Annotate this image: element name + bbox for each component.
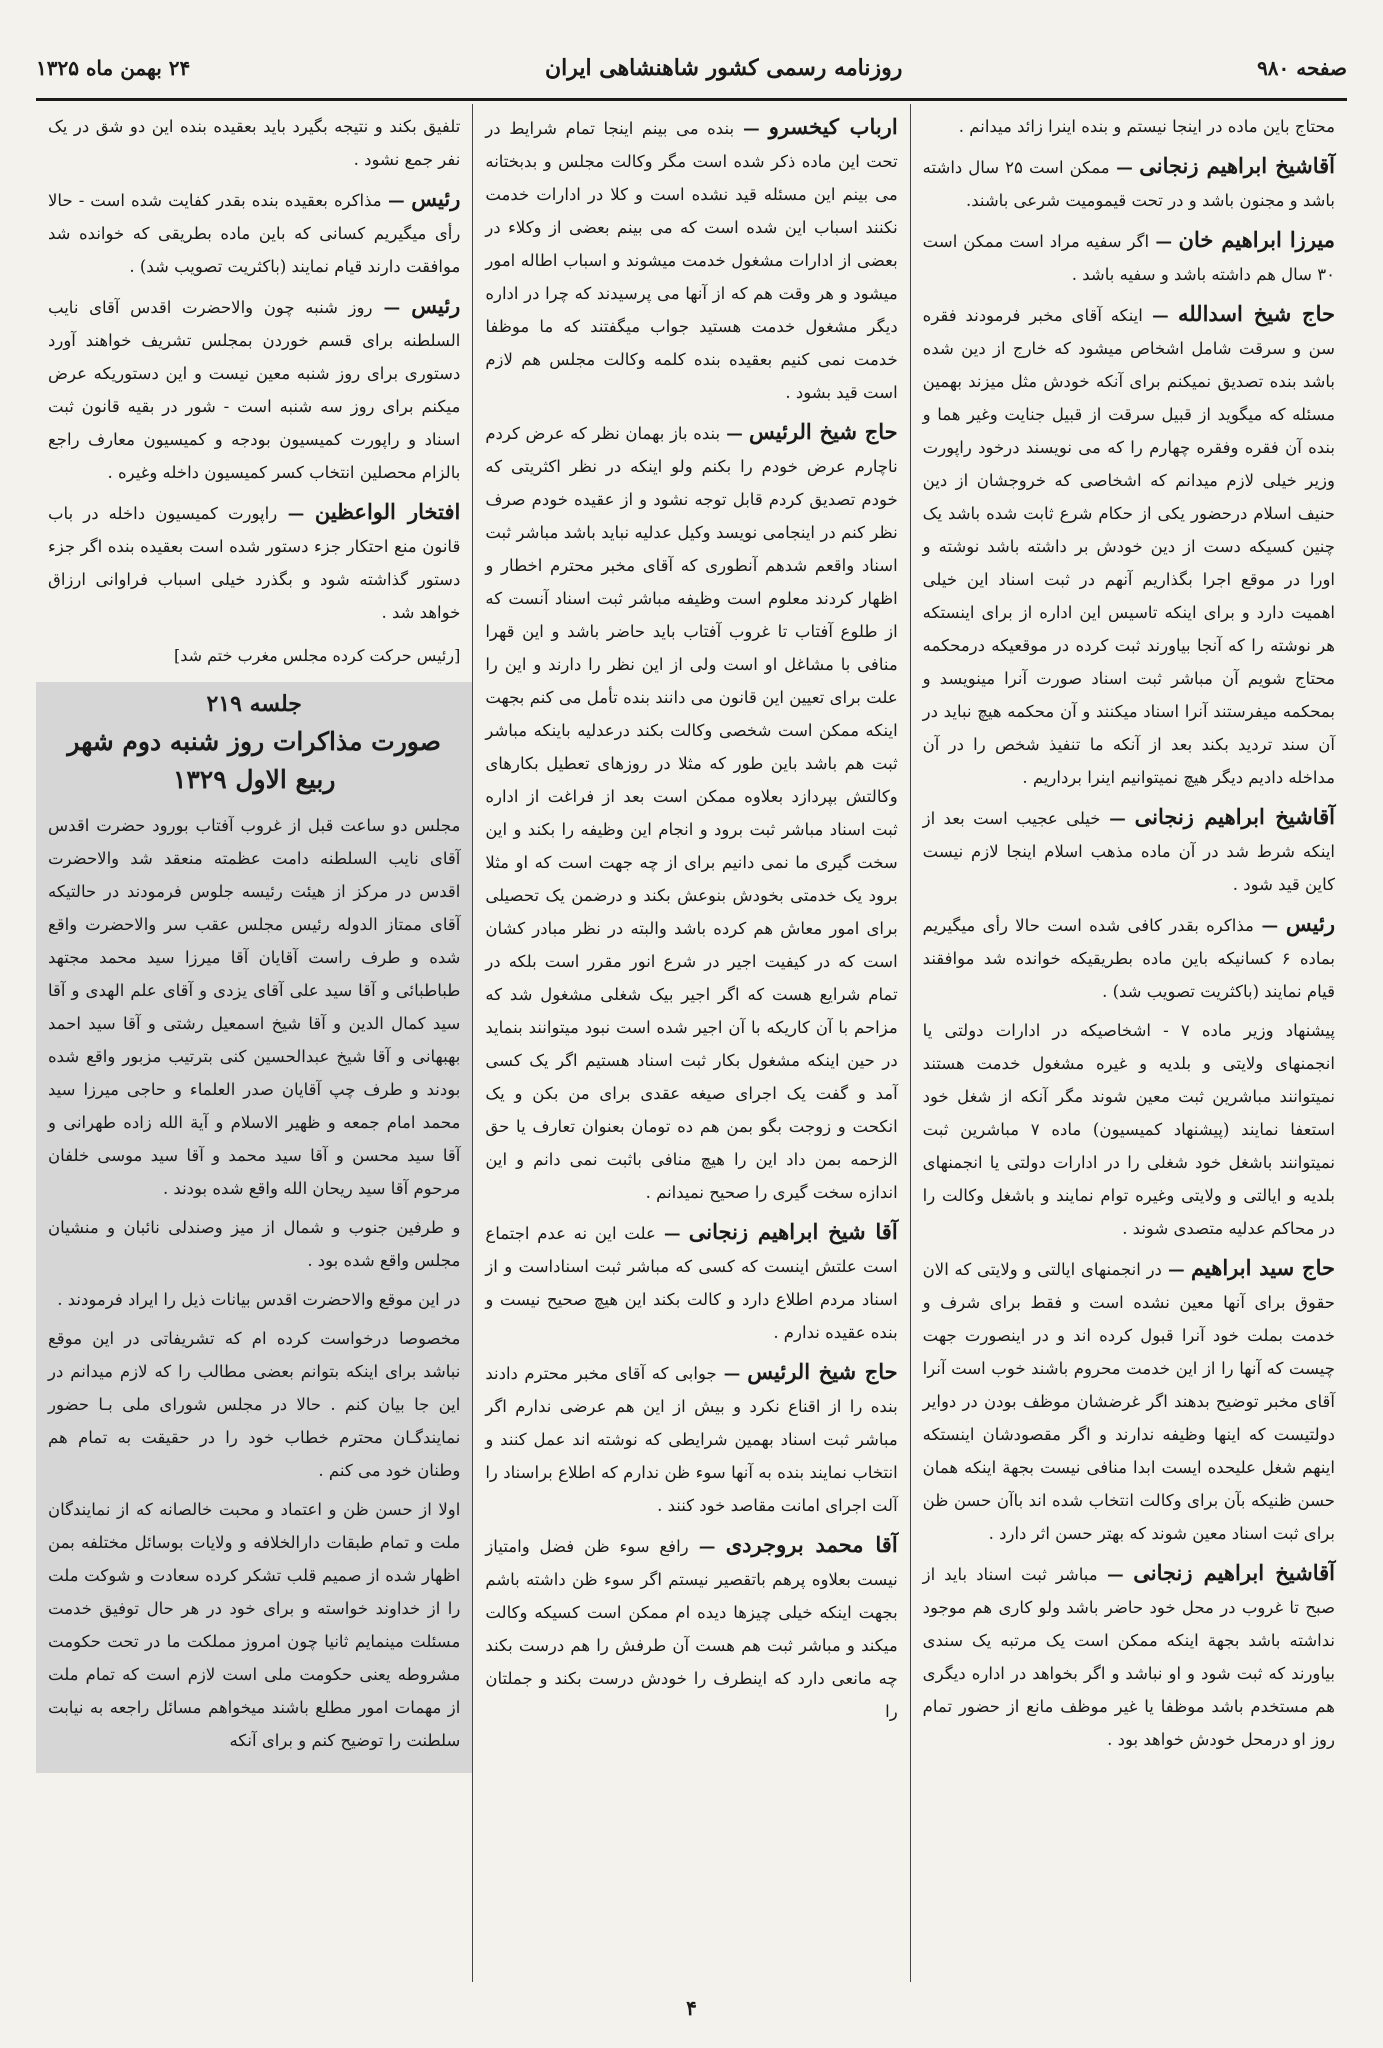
paragraph: رئیس — مذاکره بعقیده بنده بقدر کفایت شده است - حالا رأی میگیریم کسانی که باین ماده بطریقی که خوانده شد موافقت دارند قیام نمایند (باکثریت تصویب شد) . (48, 186, 461, 276)
paragraph: حاج شیخ اسدالله — اینکه آقای مخبر فرمودند فقره سن و سرقت شامل اشخاص میشود که خارج از دین شده باشد بنده تصدیق نمیکنم برای آنکه خودش مثل میزند بهمین مسئله که میگوید از قبیل سرقت از قبیل جنایت وغیر هما و بنده آن فقره وفقره چهارم را که می نویسند درخود راپورت وزیر خیلی لازم میدانم که اشخاصی که خروجشان از دین حنیف اسلام درحضور یکی از حکام شرع ثابت شده باشد یک چنین کسیکه دست از دین خودش بر داشته باشد نوشته و اورا در موقع اجرا بگذاریم آنهم در ثبت اسناد این خیلی اهمیت دارد و برای اینکه تاسیس این اداره از برای اینستکه هر نوشته را که آنجا بیاورند ثبت کرده در موقعیکه درمحکمه محتاج شویم آن مباشر ثبت اسناد صورت آنرا مینویسد و بمحکمه میفرستند آنرا اسناد میکنند و آن محکمه هیچ نباید در آن سند تردید بکند بعد از آنکه ما تنفیذ شخص را در آن مداخله دادیم دیگر هیچ نمیتوانیم اینرا برداریم . (922, 301, 1335, 787)
columns (36, 104, 1347, 1982)
session-body (48, 809, 460, 1757)
paragraph: رئیس — مذاکره بقدر کافی شده است حالا رأی میگیریم بماده ۶ کسانیکه باین ماده بطریقیکه خوانده شد موافقند قیام نمایند (باکثریت تصویب شد) . (922, 911, 1335, 1001)
paragraph: آقا محمد بروجردی — رافع سوء ظن فضل وامتیاز نیست بعلاوه پرهم باتقصیر نیستم اگر سوء ظن داشته باشم بجهت اینکه خیلی چیزها دیده ام ممکن است کسیکه وکالت میکند و مباشر ثبت هم هست آن طرفش را هم درست بکند چه مانعی دارد که اینطرف را خودش درست بکند و جملتان را (485, 1532, 898, 1721)
paragraph: ارباب کیخسرو — بنده می بینم اینجا تمام شرایط در تحت این ماده ذکر شده است مگر وکالت مجلس و بدبختانه می بینم این مسئله قید نشده است و کلا در ادارات خدمت نکنند اسباب این شده است که می بینم بعضی از وکلاء در بعضی از ادارات مشغول خدمت میشوند و اسباب اطاله امور میشود و هر وقت هم که از آنها می پرسیدند که چرا در اداره دیگر مشغول خدمت هستید جواب میگفتند که ما موظفا خدمت نمی کنیم بعقیده بنده کلمه وکالت مجلس هم لازم است قید بشود . (485, 114, 898, 402)
session-title: صورت مذاکرات روز شنبه دوم شهر ربیع الاول ۱۳۲۹ (67, 727, 441, 794)
paragraph: آقاشیخ ابراهیم زنجانی — ممکن است ۲۵ سال داشته باشد و مجنون باشد و در تحت قیمومیت شرعی باشند. (922, 153, 1335, 210)
paragraph: میرزا ابراهیم خان — اگر سفیه مراد است ممکن است ۳۰ سال هم داشته باشد و سفیه باشد . (922, 227, 1335, 284)
paragraph: آقاشیخ ابراهیم زنجانی — خیلی عجیب است بعد از اینکه شرط شد در آن ماده مذهب اسلام اینجا لازم نیست کاین قید شود . (922, 804, 1335, 894)
speaker-name: رئیس (1285, 911, 1335, 936)
paragraph: آقاشیخ ابراهیم زنجانی — مباشر ثبت اسناد باید از صبح تا غروب در محل خود حاضر باشد ولو کاری هم موجود نداشته باشد بجهة اینکه ممکن است یک مرتبه یک سندی بیاورند که ثبت شود و او نباشد و اگر بخواهد در اداره دیگری هم مستخدم باشد موظفا یا غیر موظف مانع از حضور تمام روز او درمحل خودش خواهد بود . (922, 1560, 1335, 1749)
speaker-name: آقاشیخ ابراهیم زنجانی (1133, 1560, 1335, 1585)
paragraph-text: در انجمنهای ایالتی و ولایتی که الان حقوق برای آنها معین نشده است و فقط برای شرف و خدمت بملت خود آنرا قبول کرده اند و در اینصورت جهت چیست که آنها را از این خدمت محروم باشند خوب است آنرا آقای مخبر توضیح بدهند اگر غرضشان موظف بودن در دوایر دولتیست که اینها وظیفه ندارند و اگر مقصودشان اینستکه اینهم شغل علیحده ایست ابدا منافی نیست بجهة اینکه همان حسن ظنیکه بآن برای وکالت انتخاب شده اند باآن حسن ظن برای ثبت اسناد معین شوند که بهتر حسن اثر دارد . (922, 1260, 1335, 1543)
session-paragraph: در این موقع والاحضرت اقدس بیانات ذیل را ایراد فرمودند . (57, 1290, 461, 1309)
speaker-name: رئیس (411, 186, 461, 211)
session-paragraph: مخصوصا درخواست کرده ام که تشریفاتی در این موقع نباشد برای اینکه بتوانم بعضی مطالب را که لازم میدانم در این جا بیان کنم . حالا در مجلس شورای ملی بـا حضور نمایندگـان محترم خطاب خود را در حقیقت به تمام هم وطنان خود می کنم . (48, 1329, 461, 1480)
page-number: ۴ (686, 1996, 697, 2020)
paragraph-text: مباشر ثبت اسناد باید از صبح تا غروب در محل خود حاضر باشد ولو کاری هم موجود نداشته باشد بجهة اینکه ممکن است یک مرتبه یک سندی بیاورند که ثبت شود و او نباشد و اگر بخواهد در اداره دیگری هم مستخدم باشد موظفا یا غیر موظف مانع از حضور تمام روز او درمحل خودش خواهد بود . (922, 1565, 1335, 1749)
paragraph: حاج شیخ الرئیس — بنده باز بهمان نظر که عرض کردم ناچارم عرض خودم را بکنم ولو اینکه در نظر اکثریتی که خودم تصدیق کردم قابل توجه نشود و از عقیده خودم صرف نظر کنم در اینجامی نویسد وکیل عدلیه نباید باشد مباشر ثبت اسناد واقعم شدهم آنطوری که آقای مخبر محترم اخطار و اظهار کردند معلوم است وظیفه مباشر ثبت اسناد آنست که از طلوع آفتاب تا غروب آفتاب باید حاضر باشد و این قهرا منافی با مشاغل او است ولی از این نظر را دارند و این را علت برای تعیین این قانون می دانند بنده تأمل می کنم بجهت اینکه ممکن است شخصی وکالت بکند درعدلیه باینکه مباشر ثبت هم باشد باین طور که مثلا در روزهای تعطیل بکارهای وکالتش بپردازد بعلاوه ممکن است بعد از فراغت از اداره ثبت اسناد مباشر ثبت برود و انجام این وظیفه را بکند و این سخت گیری ما نمی دانیم برای از چه جهت است که او مثلا برود یک خدمتی بخودش بنوعش بکند و درضمن یک تحصیلی برای امور معاش هم کرده باشد والبته در نظر مبادر کشان است که در کیفیت اجیر در شرع انور مقرر است بلکه در تمام شرایع هست که اگر اجیر بیک شغلی مشغول شد که مزاحم با آن کاریکه با آن اجیر شده است نبود میتوانند بنماید در حین اینکه مشغول بکار ثبت اسناد هستیم اگر یک کسی آمد و گفت یک اجرای صیغه عقدی برای من بکن و یک انکحت و زوجت بگو بمن هم ده تومان بعنوان تعارف یا حق الزحمه بمن داد این را هیچ منافی باثبت نمی دانم و این اندازه سخت گیری را صحیح نمیدانم . (485, 419, 898, 1202)
paragraph-text: اینکه آقای مخبر فرمودند فقره سن و سرقت شامل اشخاص میشود که خارج از دین شده باشد بنده تصدیق نمیکنم برای آنکه خودش مثل میزند بهمین مسئله که میگوید از قبیل سرقت از قبیل جنایت وغیر هما و بنده آن فقره وفقره چهارم را که می نویسند درخود راپورت وزیر خیلی لازم میدانم که اشخاصی که خروجشان از دین حنیف اسلام درحضور یکی از حکام شرع ثابت شده باشد یک چنین کسیکه دست از دین خودش بر داشته باشد نوشته و اورا در موقع اجرا بگذاریم آنهم در ثبت اسناد این خیلی اهمیت دارد و برای اینکه تاسیس این اداره از برای اینستکه هر نوشته را که آنجا بیاورند ثبت کرده در موقعیکه درمحکمه محتاج شویم آن مباشر ثبت اسناد صورت آنرا مینویسد و بمحکمه میفرستند آنرا اسناد میکنند و آن محکمه هیچ نباید در آن سند تردید بکند بعد از آنکه ما تنفیذ شخص را در آن مداخله دادیم دیگر هیچ نمیتوانیم اینرا برداریم . (922, 306, 1335, 787)
paragraph-text: راپورت کمیسیون داخله در باب قانون منع احتکار جزء دستور شده است بعقیده بنده اگر جزء دستور گذاشته شود و بگذرد خیلی اسباب فراوانی ارزاق خواهد شد . (48, 504, 461, 622)
paragraph-text: ممکن است ۲۵ سال داشته باشد و مجنون باشد و در تحت قیمومیت شرعی باشند. (922, 158, 1335, 210)
paragraph (48, 110, 460, 176)
session-paragraph: اولا از حسن ظن و اعتماد و محبت خالصانه که از نمایندگان ملت و تمام طبقات دارالخلافه و ولایات بوسائل مختلفه بمن اظهار شده از صمیم قلب تشکر کرده سعادت و شوکت ملت را از خداوند خواسته و برای خود در هر حال توفیق خدمت مسئلت مینمایم ثانیا چون امروز مملکت ما در تحت حکومت مشروطه یعنی حکومت ملی است لازم است که تمام ملت از مهمات امور مطلع باشند میخواهم مسائل راجعه به نیابت سلطنت را توضیح کنم و برای آنکه (48, 1500, 461, 1750)
column-left-body (48, 110, 460, 672)
speaker-name: افتخار الواعظین (314, 499, 461, 524)
paragraph-text: محتاج باین ماده در اینجا نیستم و بنده اینرا زائد میدانم . (958, 117, 1335, 136)
session-paragraph: و طرفین جنوب و شمال از میز وصندلی نائبان و منشیان مجلس واقع شده بود . (48, 1218, 461, 1270)
paragraph (923, 1014, 1335, 1245)
paragraph-text: پیشنهاد وزیر ماده ۷ - اشخاصیکه در ادارات دولتی یا انجمنهای ولایتی و بلدیه و غیره مشغول خدمت هستند نمیتوانند مباشرین ثبت معین شوند مگر آنکه از شغل خود استعفا نمایند (پیشنهاد کمیسیون) ماده ۷ مباشرین ثبت نمیتوانند باشغل خود شغلی را در ادارات دولتی یا انجمنهای بلدیه و ایالتی و ولایتی وغیره توام نمایند و باشغل وکالت را در محاکم عدلیه متصدی شوند . (922, 1021, 1335, 1238)
paragraph: حاج شیخ الرئیس — جوابی که آقای مخبر محترم دادند بنده را از اقناع نکرد و بیش از این هم عرضی ندارم اگر مباشر ثبت اسناد بهمین شرایطی که نوشته اند عمل کنند و انتخاب نمایند بنده به آنها سوء ظن ندارم که اطلاع براسناد را آلت اجرای امانت مقاصد خود کنند . (485, 1359, 898, 1515)
speaker-name: حاج سید ابراهیم (1190, 1255, 1335, 1280)
speaker-name: میرزا ابراهیم خان (1178, 227, 1335, 252)
session-number: جلسه ۲۱۹ (206, 691, 302, 717)
newspaper-title: روزنامه رسمی کشور شاهنشاهی ایران (544, 55, 903, 81)
speaker-name: آقا محمد بروجردی (725, 1532, 898, 1557)
column-right (911, 104, 1347, 1982)
speaker-name: آقاشیخ ابراهیم زنجانی (1134, 804, 1335, 829)
paragraph-text: بنده می بینم اینجا تمام شرایط در تحت این ماده ذکر شده است مگر وکالت مجلس و بدبختانه می بینم این مسئله قید نشده است و کلا در ادارات خدمت نکنند اسباب این شده است که می بینم بعضی از وکلاء در بعضی از ادارات مشغول خدمت میشوند و اسباب اطاله امور میشود و هر وقت هم که از آنها می پرسیدند که چرا در اداره دیگر مشغول خدمت هستید جواب میگفتند که ما موظفا خدمت نمی کنیم بعقیده بنده کلمه وکالت مجلس هم لازم است قید بشود . (485, 119, 898, 402)
speaker-name: آقاشیخ ابراهیم زنجانی (1139, 153, 1335, 178)
paragraph-text: خیلی عجیب است بعد از اینکه شرط شد در آن ماده مذهب اسلام اینجا لازم نیست کاین قید شود . (922, 809, 1335, 894)
speaker-name: آقا شیخ ابراهیم زنجانی (688, 1219, 898, 1244)
page-header (36, 38, 1347, 101)
paragraph-text: علت این نه عدم اجتماع است علتش اینست که کسی که مباشر ثبت اسناداست و از اسناد مردم اطلاع دارد و کالت بکند این هیچ صحیح نیست و بنده عقیده ندارم . (485, 1224, 898, 1342)
speaker-name: حاج شیخ اسدالله (1177, 301, 1335, 326)
paragraph: رئیس — روز شنبه چون والاحضرت اقدس آقای نایب السلطنه برای قسم خوردن بمجلس تشریف خواهند آورد دستوری برای روز شنبه معین نیست و این دستوریکه عرض میکنم برای روز سه شنبه است - شور در بقیه قانون ثبت اسناد و راپورت کمیسیون بودجه و کمیسیون معارف راجع بالزام محصلین انتخاب کسر کمیسیون داخله وغیره . (48, 293, 461, 482)
paragraph-text: [رئیس حرکت کرده مجلس مغرب ختم شد] (173, 646, 461, 665)
column-middle (473, 104, 910, 1982)
paragraph: آقا شیخ ابراهیم زنجانی — علت این نه عدم اجتماع است علتش اینست که کسی که مباشر ثبت اسناداست و از اسناد مردم اطلاع دارد و کالت بکند این هیچ صحیح نیست و بنده عقیده ندارم . (485, 1219, 898, 1342)
paragraph-text: جوابی که آقای مخبر محترم دادند بنده را از اقناع نکرد و بیش از این هم عرضی ندارم اگر مباشر ثبت اسناد بهمین شرایطی که نوشته اند عمل کنند و انتخاب نمایند بنده به آنها سوء ظن ندارم که اطلاع براسناد را آلت اجرای امانت مقاصد خود کنند . (485, 1364, 898, 1515)
paragraph-text: مذاکره بقدر کافی شده است حالا رأی میگیریم بماده ۶ کسانیکه باین ماده بطریقیکه خوانده شد موافقند قیام نمایند (باکثریت تصویب شد) . (922, 916, 1335, 1001)
paragraph (923, 110, 1335, 143)
paragraph: حاج سید ابراهیم — در انجمنهای ایالتی و ولایتی که الان حقوق برای آنها معین نشده است و فقط برای شرف و خدمت بملت خود آنرا قبول کرده اند و در اینصورت جهت چیست که آنها را از این خدمت محروم باشند خوب است آنرا آقای مخبر توضیح بدهند اگر غرضشان موظف بودن در دوایر دولتیست که اینها وظیفه ندارند و اگر مقصودشان اینستکه اینهم شغل علیحده ایست ابدا منافی نیست بجهة اینکه همان حسن ظنیکه بآن برای وکالت انتخاب شده اند باآن حسن ظن برای ثبت اسناد معین شوند که بهتر حسن اثر دارد . (922, 1255, 1335, 1543)
speaker-name: رئیس (411, 293, 461, 318)
paragraph-text: تلفیق بکند و نتیجه بگیرد باید بعقیده بنده این دو شق در یک نفر جمع نشود . (48, 117, 461, 169)
paragraph-text: روز شنبه چون والاحضرت اقدس آقای نایب السلطنه برای قسم خوردن بمجلس تشریف خواهند آورد دستوری برای روز شنبه معین نیست و این دستوریکه عرض میکنم برای روز سه شنبه است - شور در بقیه قانون ثبت اسناد و راپورت کمیسیون بودجه و کمیسیون معارف راجع بالزام محصلین انتخاب کسر کمیسیون داخله وغیره . (48, 298, 461, 482)
issue-date: ۲۴ بهمن ماه ۱۳۲۵ (36, 56, 191, 80)
speaker-name: حاج شیخ الرئیس (747, 1359, 898, 1384)
paragraph-text: اگر سفیه مراد است ممکن است ۳۰ سال هم داشته باشد و سفیه باشد . (922, 232, 1335, 284)
column-left (36, 104, 473, 1982)
paragraph-text: رافع سوء ظن فضل وامتیاز نیست بعلاوه پرهم باتقصیر نیستم اگر سوء ظن داشته باشم بجهت اینکه خیلی چیزها دیده ام ممکن است کسیکه وکالت میکند و مباشر ثبت هم هست آن طرفش را هم درست بکند چه مانعی دارد که اینطرف را خودش درست بکند و جملتان را (485, 1537, 898, 1721)
paragraph-text: مذاکره بعقیده بنده بقدر کفایت شده است - حالا رأی میگیریم کسانی که باین ماده بطریقی که خوانده شد موافقت دارند قیام نمایند (باکثریت تصویب شد) . (48, 191, 461, 276)
paragraph: افتخار الواعظین — راپورت کمیسیون داخله در باب قانون منع احتکار جزء دستور شده است بعقیده بنده اگر جزء دستور گذاشته شود و بگذرد خیلی اسباب فراوانی ارزاق خواهد شد . (48, 499, 461, 622)
closing-note (48, 639, 460, 672)
speaker-name: ارباب کیخسرو (768, 114, 898, 139)
page-label: صفحه ۹۸۰ (1257, 56, 1347, 80)
session-section (36, 682, 472, 1773)
session-paragraph: مجلس دو ساعت قبل از غروب آفتاب بورود حضرت اقدس آقای نایب السلطنه دامت عظمته منعقد شد والاحضرت اقدس در مرکز از هیئت رئیسه جلوس فرمودند در حالتیکه آقای ممتاز الدوله رئیس مجلس عقب سر والاحضرت واقع شده و طرف راست آقایان آقا میرزا سید محمد مجتهد طباطبائی و آقا سید علی آقای یزدی و آقای علم الهدی و آقا سید کمال الدین و آقا شیخ اسمعیل رشتی و آقا سید احمد بهبهانی و آقا شیخ عبدالحسین کنی بترتیب مزبور واقع شده بودند و طرف چپ آقایان صدر العلماء و حاجی میرزا سید محمد امام جمعه و ظهیر الاسلام و آیة الله زاده طهرانی و آقا سید محسن و آقا سید محمد و آقا سید موسی خلفان مرحوم آقا سید ریحان الله واقع شده بودند . (48, 816, 461, 1198)
speaker-name: حاج شیخ الرئیس (748, 419, 898, 444)
paragraph-text: بنده باز بهمان نظر که عرض کردم ناچارم عرض خودم را بکنم ولو اینکه در نظر اکثریتی که خودم تصدیق کردم قابل توجه نشود و از عقیده خودم صرف نظر کنم در اینجامی نویسد وکیل عدلیه نباید باشد مباشر ثبت اسناد واقعم شدهم آنطوری که آقای مخبر محترم اخطار و اظهار کردند معلوم است وظیفه مباشر ثبت اسناد آنست که از طلوع آفتاب تا غروب آفتاب باید حاضر باشد و این قهرا منافی با مشاغل او است ولی از این نظر را دارند و این را علت برای تعیین این قانون می دانند بنده تأمل می کنم بجهت اینکه ممکن است شخصی وکالت بکند درعدلیه باینکه مباشر ثبت هم باشد باین طور که مثلا در روزهای تعطیل بکارهای وکالتش بپردازد بعلاوه ممکن است بعد از فراغت از اداره ثبت اسناد مباشر ثبت برود و انجام این وظیفه را بکند و این سخت گیری ما نمی دانیم برای از چه جهت است که او مثلا برود یک خدمتی بخودش بنوعش بکند و درضمن یک تحصیلی برای امور معاش هم کرده باشد والبته در نظر مبادر کشان است که در کیفیت اجیر در شرع انور مقرر است بلکه در تمام شرایع هست که اگر اجیر بیک شغلی مشغول شد که مزاحم با آن کاریکه با آن اجیر شده است نبود میتوانند بنماید در حین اینکه مشغول بکار ثبت اسناد هستیم اگر یک کسی آمد و گفت یک اجرای صیغه عقدی برای من بکن و یک انکحت و زوجت بگو بمن هم ده تومان بعنوان تعارف یا حق الزحمه بمن داد این را هیچ منافی باثبت نمی دانم و این اندازه سخت گیری را صحیح نمیدانم . (485, 424, 898, 1202)
